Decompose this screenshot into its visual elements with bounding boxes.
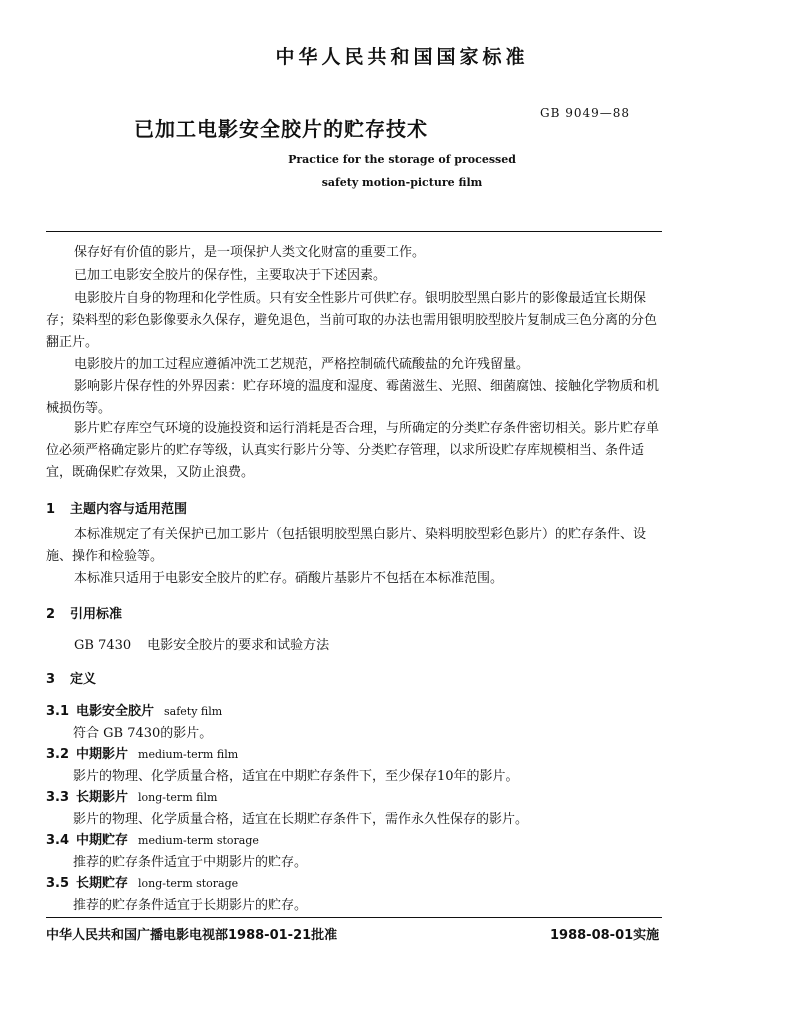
footer-divider <box>46 917 662 918</box>
definition-heading: 3.2 中期影片 medium-term film <box>46 747 239 762</box>
definition-heading: 3.1 电影安全胶片 safety film <box>46 704 223 719</box>
definition-heading: 3.3 长期影片 long-term film <box>46 790 218 805</box>
implementation-date: 1988-08-01实施 <box>550 928 660 943</box>
document-title-english-line1: Practice for the storage of processed <box>288 153 516 166</box>
intro-paragraph: 电影胶片自身的物理和化学性质。只有安全性影片可供贮存。银明胶型黑白影片的影像最适宜长期保存；染料型的彩色影像要永久保存，避免退色，当前可取的办法也需用银明胶型胶片复制成三色分离的分色翻正片。 <box>46 291 658 350</box>
standard-number: GB 9049—88 <box>540 106 631 120</box>
section-paragraph: 本标准规定了有关保护已加工影片（包括银明胶型黑白影片、染料明胶型彩色影片）的贮存条件、设施、操作和检验等。 <box>46 527 647 564</box>
document-title-english-line2: safety motion-picture film <box>321 176 483 189</box>
intro-paragraph: 影响影片保存性的外界因素：贮存环境的温度和湿度、霉菌滋生、光照、细菌腐蚀、接触化学物质和机械损伤等。 <box>46 379 660 416</box>
section-heading: 3 定义 <box>46 672 97 687</box>
definition-body: 推荐的贮存条件适宜于中期影片的贮存。 <box>73 855 308 870</box>
definition-heading: 3.4 中期贮存 medium-term storage <box>46 833 259 848</box>
definition-body: 符合 GB 7430的影片。 <box>73 726 213 741</box>
section-heading: 2 引用标准 <box>46 607 123 622</box>
approval-info: 中华人民共和国广播电影电视部1988-01-21批准 <box>46 928 338 943</box>
intro-paragraph: 影片贮存库空气环境的设施投资和运行消耗是否合理，与所确定的分类贮存条件密切相关。影片贮存单位必须严格确定影片的贮存等级，认真实行影片分等、分类贮存管理，以求所设贮存库规模相当、条件适宜，既确保贮存效果，又防止浪费。 <box>46 421 660 480</box>
section-heading: 1 主题内容与适用范围 <box>46 502 188 517</box>
referenced-standard: GB 7430 电影安全胶片的要求和试验方法 <box>74 638 330 653</box>
intro-paragraph: 保存好有价值的影片，是一项保护人类文化财富的重要工作。 <box>74 245 426 260</box>
header-divider <box>46 231 662 232</box>
definition-body: 影片的物理、化学质量合格，适宜在中期贮存条件下，至少保存10年的影片。 <box>73 769 519 784</box>
definition-body: 影片的物理、化学质量合格，适宜在长期贮存条件下，需作永久性保存的影片。 <box>73 812 529 827</box>
definition-body: 推荐的贮存条件适宜于长期影片的贮存。 <box>73 898 308 913</box>
intro-paragraph: 已加工电影安全胶片的保存性，主要取决于下述因素。 <box>74 268 387 283</box>
issuing-authority-header: 中华人民共和国国家标准 <box>275 46 529 68</box>
section-paragraph: 本标准只适用于电影安全胶片的贮存。硝酸片基影片不包括在本标准范围。 <box>74 571 504 586</box>
document-title-chinese: 已加工电影安全胶片的贮存技术 <box>134 117 428 141</box>
definition-heading: 3.5 长期贮存 long-term storage <box>46 876 239 891</box>
intro-paragraph: 电影胶片的加工过程应遵循冲洗工艺规范，严格控制硫代硫酸盐的允许残留量。 <box>74 357 530 372</box>
